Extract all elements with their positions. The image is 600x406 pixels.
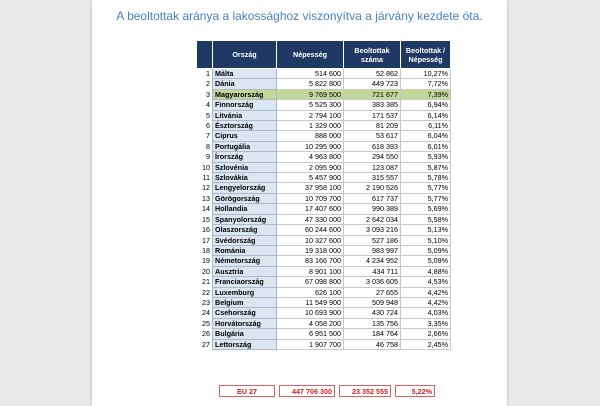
row-ratio: 6,04% <box>401 131 451 141</box>
row-population: 10 295 900 <box>277 141 344 151</box>
row-country: Szlovákia <box>213 173 277 183</box>
row-ratio: 10,27% <box>401 69 451 79</box>
vaccination-table <box>196 40 451 350</box>
row-country: Bulgária <box>213 329 277 339</box>
row-ratio: 5,13% <box>401 225 451 235</box>
row-ratio: 5,10% <box>401 235 451 245</box>
vaccinated-header: Beoltottak száma <box>344 41 401 69</box>
row-country: Magyarország <box>213 89 277 99</box>
table-row <box>197 89 451 99</box>
row-ratio: 6,94% <box>401 100 451 110</box>
row-vaccinated: 46 758 <box>344 339 401 349</box>
row-ratio: 4,88% <box>401 266 451 276</box>
table-row <box>197 162 451 172</box>
row-ratio: 2,66% <box>401 329 451 339</box>
row-vaccinated: 184 764 <box>344 329 401 339</box>
row-vaccinated: 3 093 216 <box>344 225 401 235</box>
row-population: 4 963 800 <box>277 152 344 162</box>
row-ratio: 4,03% <box>401 308 451 318</box>
table-row <box>197 308 451 318</box>
row-country: Finnország <box>213 100 277 110</box>
row-country: Litvánia <box>213 110 277 120</box>
table-row <box>197 110 451 120</box>
table-row <box>197 141 451 151</box>
row-vaccinated: 4 234 952 <box>344 256 401 266</box>
row-rank: 5 <box>197 110 213 120</box>
table-row <box>197 183 451 193</box>
ratio-header: Beoltottak / Népesség <box>401 41 451 69</box>
row-population: 1 907 700 <box>277 339 344 349</box>
row-country: Olaszország <box>213 225 277 235</box>
table-row <box>197 204 451 214</box>
table-row <box>197 339 451 349</box>
table-row <box>197 277 451 287</box>
row-vaccinated: 52 862 <box>344 69 401 79</box>
rank-header <box>197 41 213 69</box>
row-population: 2 794 100 <box>277 110 344 120</box>
row-population: 4 058 200 <box>277 318 344 328</box>
row-rank: 11 <box>197 173 213 183</box>
row-vaccinated: 2 190 526 <box>344 183 401 193</box>
row-ratio: 5,77% <box>401 193 451 203</box>
row-country: Horvátország <box>213 318 277 328</box>
table-row <box>197 266 451 276</box>
row-rank: 18 <box>197 245 213 255</box>
row-population: 6 951 500 <box>277 329 344 339</box>
row-rank: 1 <box>197 69 213 79</box>
row-rank: 10 <box>197 162 213 172</box>
row-rank: 25 <box>197 318 213 328</box>
row-country: Spanyolország <box>213 214 277 224</box>
row-vaccinated: 123 087 <box>344 162 401 172</box>
row-rank: 22 <box>197 287 213 297</box>
row-population: 37 958 100 <box>277 183 344 193</box>
row-vaccinated: 983 997 <box>344 245 401 255</box>
row-country: Málta <box>213 69 277 79</box>
document-title: A beoltottak aránya a lakossághoz viszonyítva a járvány kezdete óta. <box>116 9 483 23</box>
row-country: Csehország <box>213 308 277 318</box>
row-ratio: 5,58% <box>401 214 451 224</box>
row-ratio: 5,69% <box>401 204 451 214</box>
row-vaccinated: 509 948 <box>344 297 401 307</box>
row-population: 11 549 900 <box>277 297 344 307</box>
row-rank: 15 <box>197 214 213 224</box>
row-country: Franciaország <box>213 277 277 287</box>
row-vaccinated: 135 756 <box>344 318 401 328</box>
row-rank: 21 <box>197 277 213 287</box>
row-rank: 26 <box>197 329 213 339</box>
row-population: 9 769 500 <box>277 89 344 99</box>
row-vaccinated: 721 677 <box>344 89 401 99</box>
row-vaccinated: 3 036 605 <box>344 277 401 287</box>
row-vaccinated: 53 617 <box>344 131 401 141</box>
row-ratio: 4,42% <box>401 297 451 307</box>
table-row <box>197 131 451 141</box>
table-row <box>197 214 451 224</box>
summary-ratio: 5,22% <box>395 385 435 397</box>
table-row <box>197 329 451 339</box>
summary-vaccinated: 23 352 555 <box>339 385 391 397</box>
summary-population: 447 706 300 <box>279 385 335 397</box>
table-row <box>197 225 451 235</box>
row-country: Luxemburg <box>213 287 277 297</box>
table-header-row <box>197 41 451 69</box>
row-rank: 20 <box>197 266 213 276</box>
row-ratio: 4,42% <box>401 287 451 297</box>
table-row <box>197 245 451 255</box>
row-ratio: 5,87% <box>401 162 451 172</box>
row-vaccinated: 2 642 034 <box>344 214 401 224</box>
table-row <box>197 318 451 328</box>
row-rank: 8 <box>197 141 213 151</box>
row-rank: 13 <box>197 193 213 203</box>
row-country: Hollandia <box>213 204 277 214</box>
row-ratio: 5,77% <box>401 183 451 193</box>
table-row <box>197 287 451 297</box>
row-rank: 3 <box>197 89 213 99</box>
table-body <box>197 69 451 350</box>
table-row <box>197 79 451 89</box>
row-rank: 6 <box>197 121 213 131</box>
row-ratio: 6,01% <box>401 141 451 151</box>
row-population: 5 822 800 <box>277 79 344 89</box>
row-population: 67 098 800 <box>277 277 344 287</box>
row-country: Lettország <box>213 339 277 349</box>
row-population: 5 525 300 <box>277 100 344 110</box>
document-page <box>92 0 507 406</box>
table-row <box>197 100 451 110</box>
table-row <box>197 193 451 203</box>
row-ratio: 5,78% <box>401 173 451 183</box>
population-header: Népesség <box>277 41 344 69</box>
eu-summary <box>215 385 439 397</box>
row-rank: 4 <box>197 100 213 110</box>
table-row <box>197 256 451 266</box>
row-vaccinated: 171 537 <box>344 110 401 120</box>
row-rank: 2 <box>197 79 213 89</box>
row-vaccinated: 430 724 <box>344 308 401 318</box>
row-ratio: 6,14% <box>401 110 451 120</box>
row-population: 83 166 700 <box>277 256 344 266</box>
row-vaccinated: 449 723 <box>344 79 401 89</box>
row-vaccinated: 315 557 <box>344 173 401 183</box>
row-population: 5 457 900 <box>277 173 344 183</box>
row-population: 10 693 900 <box>277 308 344 318</box>
row-ratio: 2,45% <box>401 339 451 349</box>
row-country: Németország <box>213 256 277 266</box>
row-population: 17 407 600 <box>277 204 344 214</box>
row-rank: 27 <box>197 339 213 349</box>
row-rank: 24 <box>197 308 213 318</box>
row-ratio: 5,93% <box>401 152 451 162</box>
row-vaccinated: 618 393 <box>344 141 401 151</box>
row-country: Szlovénia <box>213 162 277 172</box>
summary-label: EU 27 <box>219 385 275 397</box>
table-row <box>197 235 451 245</box>
row-country: Ciprus <box>213 131 277 141</box>
row-country: Románia <box>213 245 277 255</box>
row-ratio: 6,11% <box>401 121 451 131</box>
row-population: 60 244 600 <box>277 225 344 235</box>
row-ratio: 5,09% <box>401 256 451 266</box>
row-country: Portugália <box>213 141 277 151</box>
row-country: Ausztria <box>213 266 277 276</box>
summary-row <box>219 385 435 397</box>
row-ratio: 4,53% <box>401 277 451 287</box>
row-vaccinated: 27 655 <box>344 287 401 297</box>
row-vaccinated: 81 209 <box>344 121 401 131</box>
row-rank: 17 <box>197 235 213 245</box>
row-vaccinated: 383 385 <box>344 100 401 110</box>
row-country: Görögország <box>213 193 277 203</box>
table-row <box>197 69 451 79</box>
row-country: Lengyelország <box>213 183 277 193</box>
row-rank: 14 <box>197 204 213 214</box>
row-population: 10 327 600 <box>277 235 344 245</box>
row-vaccinated: 434 711 <box>344 266 401 276</box>
row-vaccinated: 990 389 <box>344 204 401 214</box>
table-row <box>197 152 451 162</box>
table-row <box>197 173 451 183</box>
row-population: 514 600 <box>277 69 344 79</box>
row-rank: 9 <box>197 152 213 162</box>
row-population: 626 100 <box>277 287 344 297</box>
row-vaccinated: 294 550 <box>344 152 401 162</box>
row-country: Svédország <box>213 235 277 245</box>
row-population: 10 709 700 <box>277 193 344 203</box>
row-rank: 7 <box>197 131 213 141</box>
row-population: 47 330 000 <box>277 214 344 224</box>
row-rank: 12 <box>197 183 213 193</box>
row-ratio: 7,39% <box>401 89 451 99</box>
row-country: Dánia <box>213 79 277 89</box>
row-population: 2 095 900 <box>277 162 344 172</box>
row-country: Belgium <box>213 297 277 307</box>
row-ratio: 7,72% <box>401 79 451 89</box>
row-vaccinated: 617 737 <box>344 193 401 203</box>
row-rank: 16 <box>197 225 213 235</box>
row-ratio: 5,09% <box>401 245 451 255</box>
row-population: 8 901 100 <box>277 266 344 276</box>
row-vaccinated: 527 186 <box>344 235 401 245</box>
country-header: Ország <box>213 41 277 69</box>
row-country: Írország <box>213 152 277 162</box>
row-population: 19 318 000 <box>277 245 344 255</box>
row-rank: 19 <box>197 256 213 266</box>
table-row <box>197 121 451 131</box>
row-population: 1 329 000 <box>277 121 344 131</box>
row-rank: 23 <box>197 297 213 307</box>
row-population: 888 000 <box>277 131 344 141</box>
row-ratio: 3,35% <box>401 318 451 328</box>
table-row <box>197 297 451 307</box>
row-country: Észtország <box>213 121 277 131</box>
